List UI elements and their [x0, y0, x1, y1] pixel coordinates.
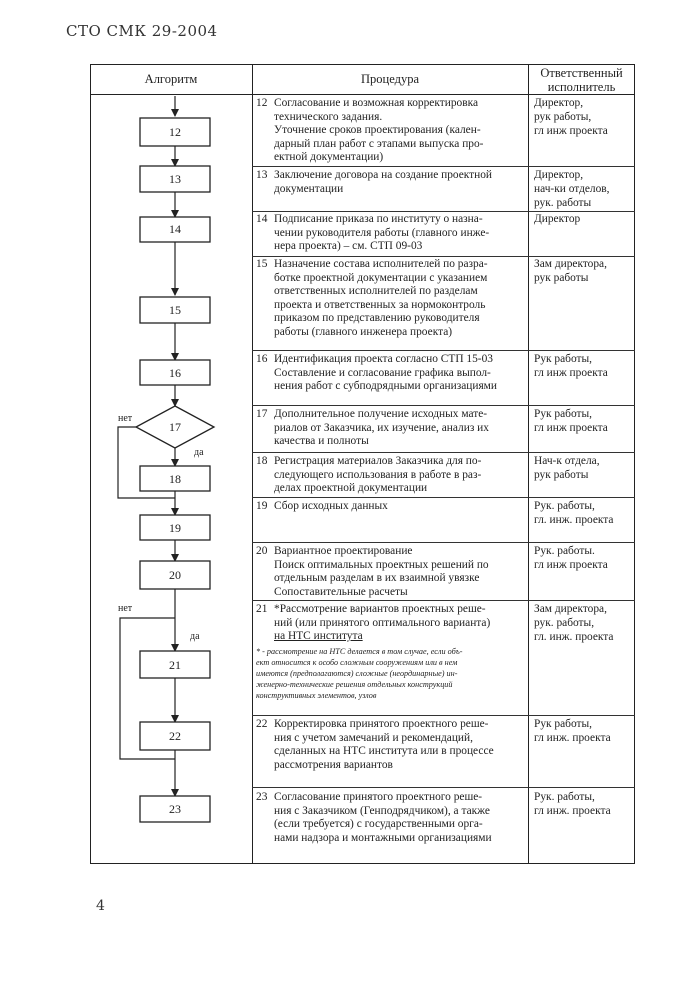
row-divider	[252, 211, 635, 212]
procedure-text: Сбор исходных данных	[274, 500, 388, 512]
column-header-responsible-line: Ответственный	[540, 66, 623, 80]
responsible-cell	[534, 169, 634, 210]
procedure-row	[256, 545, 524, 599]
procedure-row	[256, 169, 524, 196]
procedure-text: сделанных на НТС института или в процессе	[274, 745, 494, 758]
responsible-text: нач-ки отделов,	[534, 182, 610, 195]
row-divider	[252, 405, 635, 406]
responsible-text: Рук. работы,	[534, 791, 595, 803]
procedure-text: ния с Заказчиком (Генподрядчиком), а также	[274, 804, 490, 817]
procedure-number: 12	[256, 97, 268, 109]
procedure-text: Вариантное проектирование	[274, 545, 413, 557]
column-divider	[252, 64, 253, 864]
responsible-text: гл инж проекта	[534, 558, 608, 571]
procedure-text: Корректировка принятого проектного реше-	[274, 718, 489, 730]
procedure-text: рассмотрения вариантов	[274, 758, 393, 771]
flow-box-label: 18	[169, 472, 181, 486]
row-divider	[252, 166, 635, 167]
responsible-text: рук. работы,	[534, 616, 595, 629]
procedure-text: риалов от Заказчика, их изучение, анализ их	[274, 421, 489, 434]
procedure-text: работы (главного инженера проекта)	[274, 325, 453, 338]
procedure-text: нами надзора и монтажными организациями	[274, 831, 492, 844]
flow-box-label: 15	[169, 303, 181, 317]
procedure-row	[256, 791, 524, 845]
procedure-row	[256, 500, 524, 514]
responsible-cell	[534, 791, 634, 819]
procedure-text: (если требуется) с государственными орга-	[274, 818, 483, 831]
responsible-text: рук работы	[534, 271, 589, 284]
responsible-text: Рук работы,	[534, 408, 592, 420]
algorithm-flowchart	[90, 86, 252, 864]
flow-box-label: 22	[169, 729, 181, 743]
procedure-number: 21	[256, 603, 268, 615]
flow-box-label: 20	[169, 568, 181, 582]
procedure-number: 17	[256, 408, 268, 420]
responsible-cell	[534, 353, 634, 381]
procedure-text: чении руководителя работы (главного инже-	[274, 226, 490, 239]
page-number: 4	[96, 898, 105, 914]
procedure-text: Согласование принятого проектного реше-	[274, 791, 483, 803]
procedure-number: 13	[256, 169, 268, 181]
footnote-line: конструктивных элементов, узлов	[256, 690, 377, 700]
responsible-text: Рук. работы,	[534, 500, 595, 512]
procedure-text: качества и полноты	[274, 435, 369, 448]
procedure-text: Заключение договора на создание проектной	[274, 169, 493, 181]
responsible-cell	[534, 545, 634, 573]
responsible-text: рук. работы	[534, 196, 592, 209]
procedure-number: 22	[256, 718, 268, 730]
procedure-text: Составление и согласование графика выпол-	[274, 366, 491, 379]
flow-box-label: 19	[169, 521, 181, 535]
responsible-text: Рук. работы.	[534, 545, 595, 557]
footnote-line: ект относится к особо сложным сооружениям или в нем	[256, 657, 458, 667]
procedure-row	[256, 603, 524, 701]
procedure-row	[256, 258, 524, 340]
procedure-text: ботке проектной документации с указанием	[274, 271, 488, 284]
document-code: СТО СМК 29-2004	[66, 22, 218, 40]
footnote-line: имеются (предполагаются) сложные (неординарные) ин-	[256, 668, 458, 678]
procedure-text: Регистрация материалов Заказчика для по-	[274, 455, 482, 467]
flow-yes-label: да	[194, 447, 204, 458]
responsible-text: Нач-к отдела,	[534, 455, 600, 467]
column-header-responsible-line: исполнитель	[547, 80, 616, 94]
procedure-text: нения работ с субподрядными организациями	[274, 380, 497, 393]
procedure-text: документации	[274, 182, 344, 195]
responsible-cell	[534, 97, 634, 138]
procedure-row	[256, 718, 524, 772]
responsible-text: Директор,	[534, 97, 584, 109]
procedure-number: 18	[256, 455, 268, 467]
row-divider	[252, 715, 635, 716]
procedure-text: Сопоставительные расчеты	[274, 585, 408, 598]
responsible-text: гл инж. проекта	[534, 804, 611, 817]
procedure-text: на НТС института	[274, 630, 363, 643]
procedure-row	[256, 97, 524, 165]
responsible-text: Зам директора,	[534, 258, 607, 270]
procedure-text: нера проекта) – см. СТП 09-03	[274, 240, 423, 253]
procedure-row	[256, 353, 524, 394]
responsible-cell	[534, 455, 634, 483]
procedure-number: 14	[256, 213, 268, 225]
row-divider	[252, 787, 635, 788]
procedure-text: дарный план работ с этапами выпуска про-	[274, 137, 484, 150]
responsible-text: рук работы	[534, 468, 589, 481]
footnote-line: женерно-технические решения отдельных конструкций	[256, 679, 453, 689]
flow-box-label: 14	[169, 222, 181, 236]
flow-box-label: 16	[169, 366, 181, 380]
row-divider	[252, 256, 635, 257]
footnote-line: * - рассмотрение на НТС делается в том случае, если объ-	[256, 646, 463, 656]
column-header-algorithm: Алгоритм	[144, 72, 198, 86]
row-divider	[252, 600, 635, 601]
procedure-text: Согласование и возможная корректировка	[274, 97, 479, 109]
procedure-text: *Рассмотрение вариантов проектных реше-	[274, 603, 486, 615]
flow-yes-label: да	[190, 631, 200, 642]
procedure-row	[256, 213, 524, 254]
row-divider	[252, 542, 635, 543]
procedure-number: 23	[256, 791, 268, 803]
procedure-row	[256, 408, 524, 449]
flow-decision-label: 17	[169, 420, 181, 434]
procedure-text: Дополнительное получение исходных мате-	[274, 408, 488, 420]
row-divider	[252, 350, 635, 351]
procedure-text: делах проектной документации	[274, 482, 428, 495]
flow-box-label: 21	[169, 658, 181, 672]
procedure-text: проекта и ответственных за нормоконтроль	[274, 298, 486, 311]
procedure-text: отдельным разделам в их взаимной увязке	[274, 572, 480, 585]
procedure-text: ответственных исполнителей по разделам	[274, 285, 478, 298]
procedure-text: Поиск оптимальных проектных решений по	[274, 558, 489, 571]
responsible-cell	[534, 213, 634, 227]
row-divider	[252, 497, 635, 498]
procedure-text: Уточнение сроков проектирования (кален-	[274, 124, 481, 137]
flow-box-label: 23	[169, 802, 181, 816]
responsible-text: гл инж. проекта	[534, 731, 611, 744]
responsible-text: гл инж проекта	[534, 124, 608, 137]
procedure-number: 16	[256, 353, 268, 365]
flow-no-label: нет	[118, 603, 133, 614]
procedure-footnote	[256, 646, 524, 701]
responsible-text: рук работы,	[534, 110, 592, 123]
responsible-cell	[534, 603, 634, 644]
responsible-text: Зам директора,	[534, 603, 607, 615]
column-header-responsible	[528, 66, 635, 94]
procedure-text: Подписание приказа по институту о назна-	[274, 213, 483, 225]
procedure-row	[256, 455, 524, 496]
responsible-text: гл инж проекта	[534, 366, 608, 379]
responsible-text: Директор,	[534, 169, 584, 181]
procedure-text: ния с учетом замечаний и рекомендаций,	[274, 731, 473, 744]
column-header-procedure: Процедура	[360, 72, 419, 86]
responsible-text: Рук работы,	[534, 353, 592, 365]
procedure-text: ний (или принятого оптимального варианта)	[274, 616, 491, 629]
column-divider	[528, 64, 529, 864]
responsible-cell	[534, 258, 634, 286]
procedure-text: следующего использования в работе в раз-	[274, 468, 482, 481]
row-divider	[252, 452, 635, 453]
responsible-cell	[534, 500, 634, 528]
responsible-text: гл инж проекта	[534, 421, 608, 434]
responsible-cell	[534, 718, 634, 746]
responsible-text: Рук работы,	[534, 718, 592, 730]
procedure-text: технического задания.	[274, 110, 383, 123]
procedure-text: Идентификация проекта согласно СТП 15-03	[274, 353, 493, 365]
responsible-cell	[534, 408, 634, 436]
flow-box-label: 12	[169, 125, 181, 139]
procedure-text: приказом по представлению руководителя	[274, 312, 480, 325]
procedure-number: 20	[256, 545, 268, 557]
procedure-text: ектной документации)	[274, 151, 384, 164]
responsible-text: гл. инж. проекта	[534, 630, 614, 643]
responsible-text: гл. инж. проекта	[534, 513, 614, 526]
flow-no-label: нет	[118, 413, 133, 424]
responsible-text: Директор	[534, 213, 581, 225]
procedure-number: 15	[256, 258, 268, 270]
flow-box-label: 13	[169, 172, 181, 186]
procedure-number: 19	[256, 500, 268, 512]
procedure-text: Назначение состава исполнителей по разра-	[274, 258, 488, 270]
